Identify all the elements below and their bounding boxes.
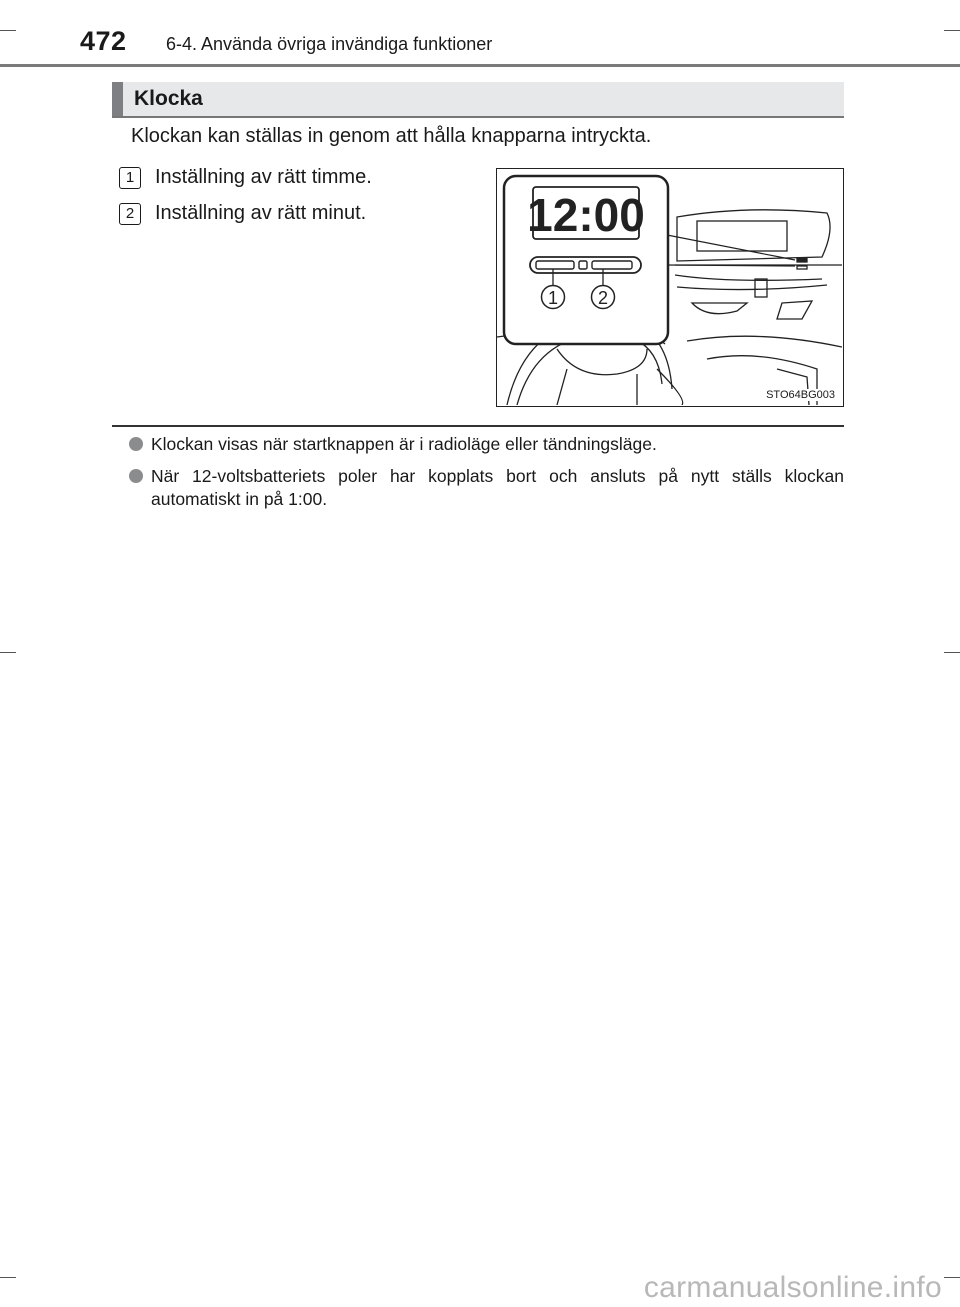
step-number-badge: 2 [119, 203, 141, 225]
step-2 [119, 202, 366, 225]
note-item [129, 433, 844, 456]
crop-mark [944, 30, 960, 31]
bullet-icon [129, 437, 143, 451]
dashboard-illustration [497, 169, 842, 405]
note-item [129, 465, 844, 511]
clock-display-text: 12:00 [527, 189, 645, 241]
note-text: När 12-voltsbatteriets poler har kopplats bort och ansluts på nytt ställs klockan automatiskt in på 1:00. [151, 466, 844, 509]
callout-2-label: 2 [597, 288, 609, 308]
section-header [112, 82, 844, 118]
bullet-icon [129, 469, 143, 483]
callout-1-label: 1 [547, 288, 559, 308]
crop-mark [944, 652, 960, 653]
crop-mark [0, 652, 16, 653]
step-1 [119, 166, 372, 189]
intro-text: Klockan kan ställas in genom att hålla knapparna intryckta. [131, 125, 652, 147]
chapter-title: 6-4. Använda övriga invändiga funktioner [166, 34, 493, 54]
figure-code: STO64BG003 [766, 389, 835, 401]
step-number-badge: 1 [119, 167, 141, 189]
crop-mark [944, 1277, 960, 1278]
step-text: Inställning av rätt timme. [155, 166, 372, 188]
crop-mark [0, 30, 16, 31]
watermark: carmanualsonline.info [643, 1271, 942, 1304]
clock-figure [496, 168, 844, 407]
step-text: Inställning av rätt minut. [155, 202, 367, 224]
crop-mark [0, 1277, 16, 1278]
section-title: Klocka [134, 87, 203, 110]
note-text: Klockan visas när startknappen är i radioläge eller tändningsläge. [151, 434, 657, 454]
notes-divider [112, 425, 844, 427]
section-accent [112, 82, 123, 116]
header-rule [0, 64, 960, 67]
page-number: 472 [80, 26, 127, 56]
